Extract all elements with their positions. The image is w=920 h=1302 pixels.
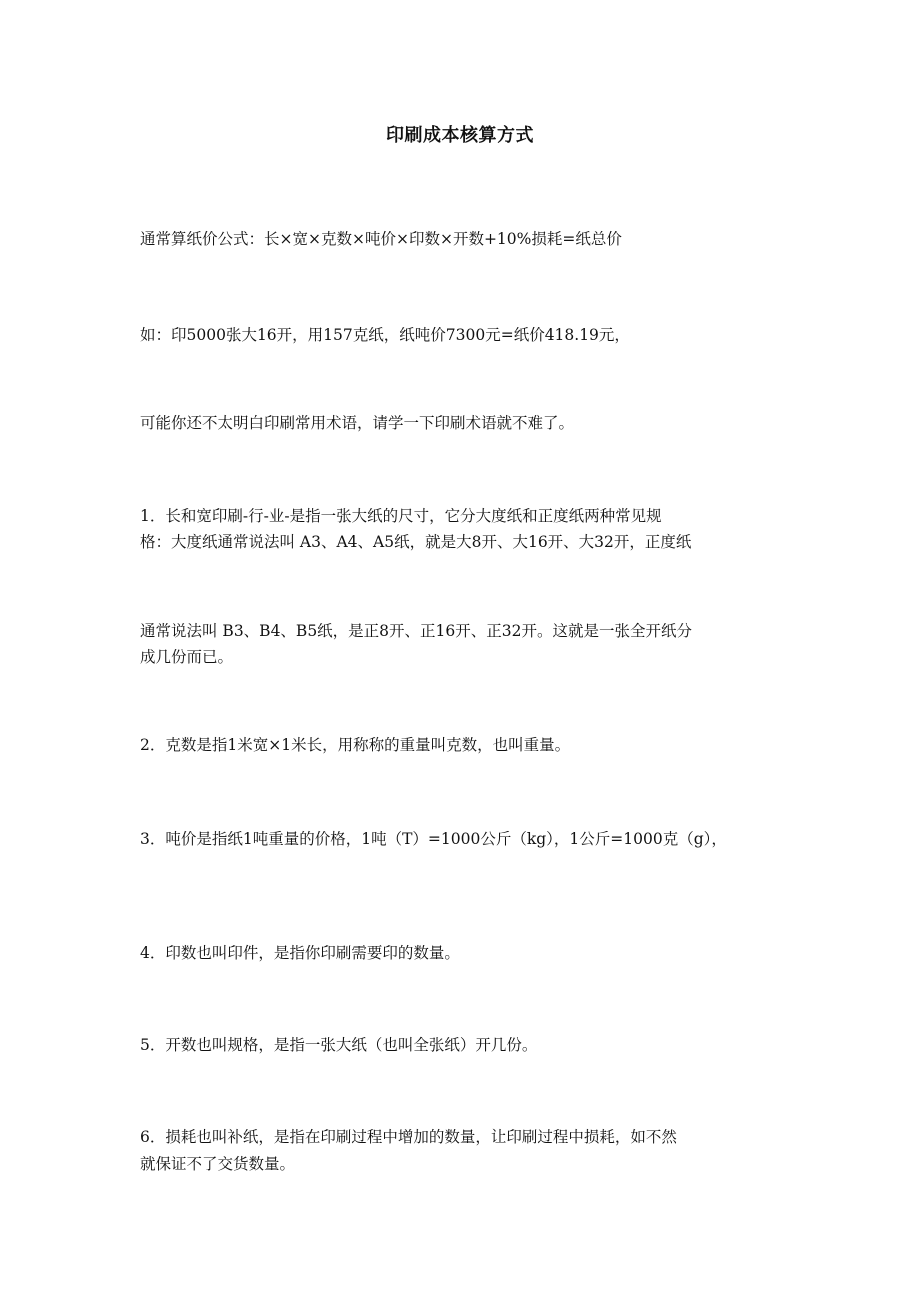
paragraph-intro-terms: 可能你还不太明白印刷常用术语，请学一下印刷术语就不难了。 (140, 414, 575, 432)
paragraph-example: 如：印5000张大16开，用157克纸，纸吨价7300元=纸价418.19元， (140, 326, 630, 344)
paragraph-item-6-line-2: 就保证不了交货数量。 (140, 1155, 296, 1173)
paragraph-item-1-line-3: 通常说法叫 B3、B4、B5纸，是正8开、正16开、正32开。这就是一张全开纸分 (140, 622, 692, 640)
paragraph-item-1-line-4: 成几份而已。 (140, 648, 234, 666)
paragraph-item-1-line-2: 格：大度纸通常说法叫 A3、A4、A5纸，就是大8开、大16开、大32开，正度纸 (140, 533, 692, 551)
paragraph-item-5: 5．开数也叫规格，是指一张大纸（也叫全张纸）开几份。 (140, 1036, 538, 1054)
paragraph-item-4: 4．印数也叫印件，是指你印刷需要印的数量。 (140, 944, 460, 962)
paragraph-item-1-line-1: 1．长和宽印刷-行-业-是指一张大纸的尺寸，它分大度纸和正度纸两种常见规 (140, 507, 662, 525)
paragraph-item-3: 3．吨价是指纸1吨重量的价格，1吨（T）=1000公斤（kg），1公斤=1000克（g）， (140, 830, 727, 848)
page-title: 印刷成本核算方式 (386, 125, 534, 146)
paragraph-item-2: 2．克数是指1米宽×1米长，用称称的重量叫克数，也叫重量。 (140, 736, 571, 754)
paragraph-paper-price-formula: 通常算纸价公式：长×宽×克数×吨价×印数×开数+10%损耗=纸总价 (140, 230, 622, 248)
paragraph-item-6-line-1: 6．损耗也叫补纸，是指在印刷过程中增加的数量，让印刷过程中损耗，如不然 (140, 1128, 677, 1146)
